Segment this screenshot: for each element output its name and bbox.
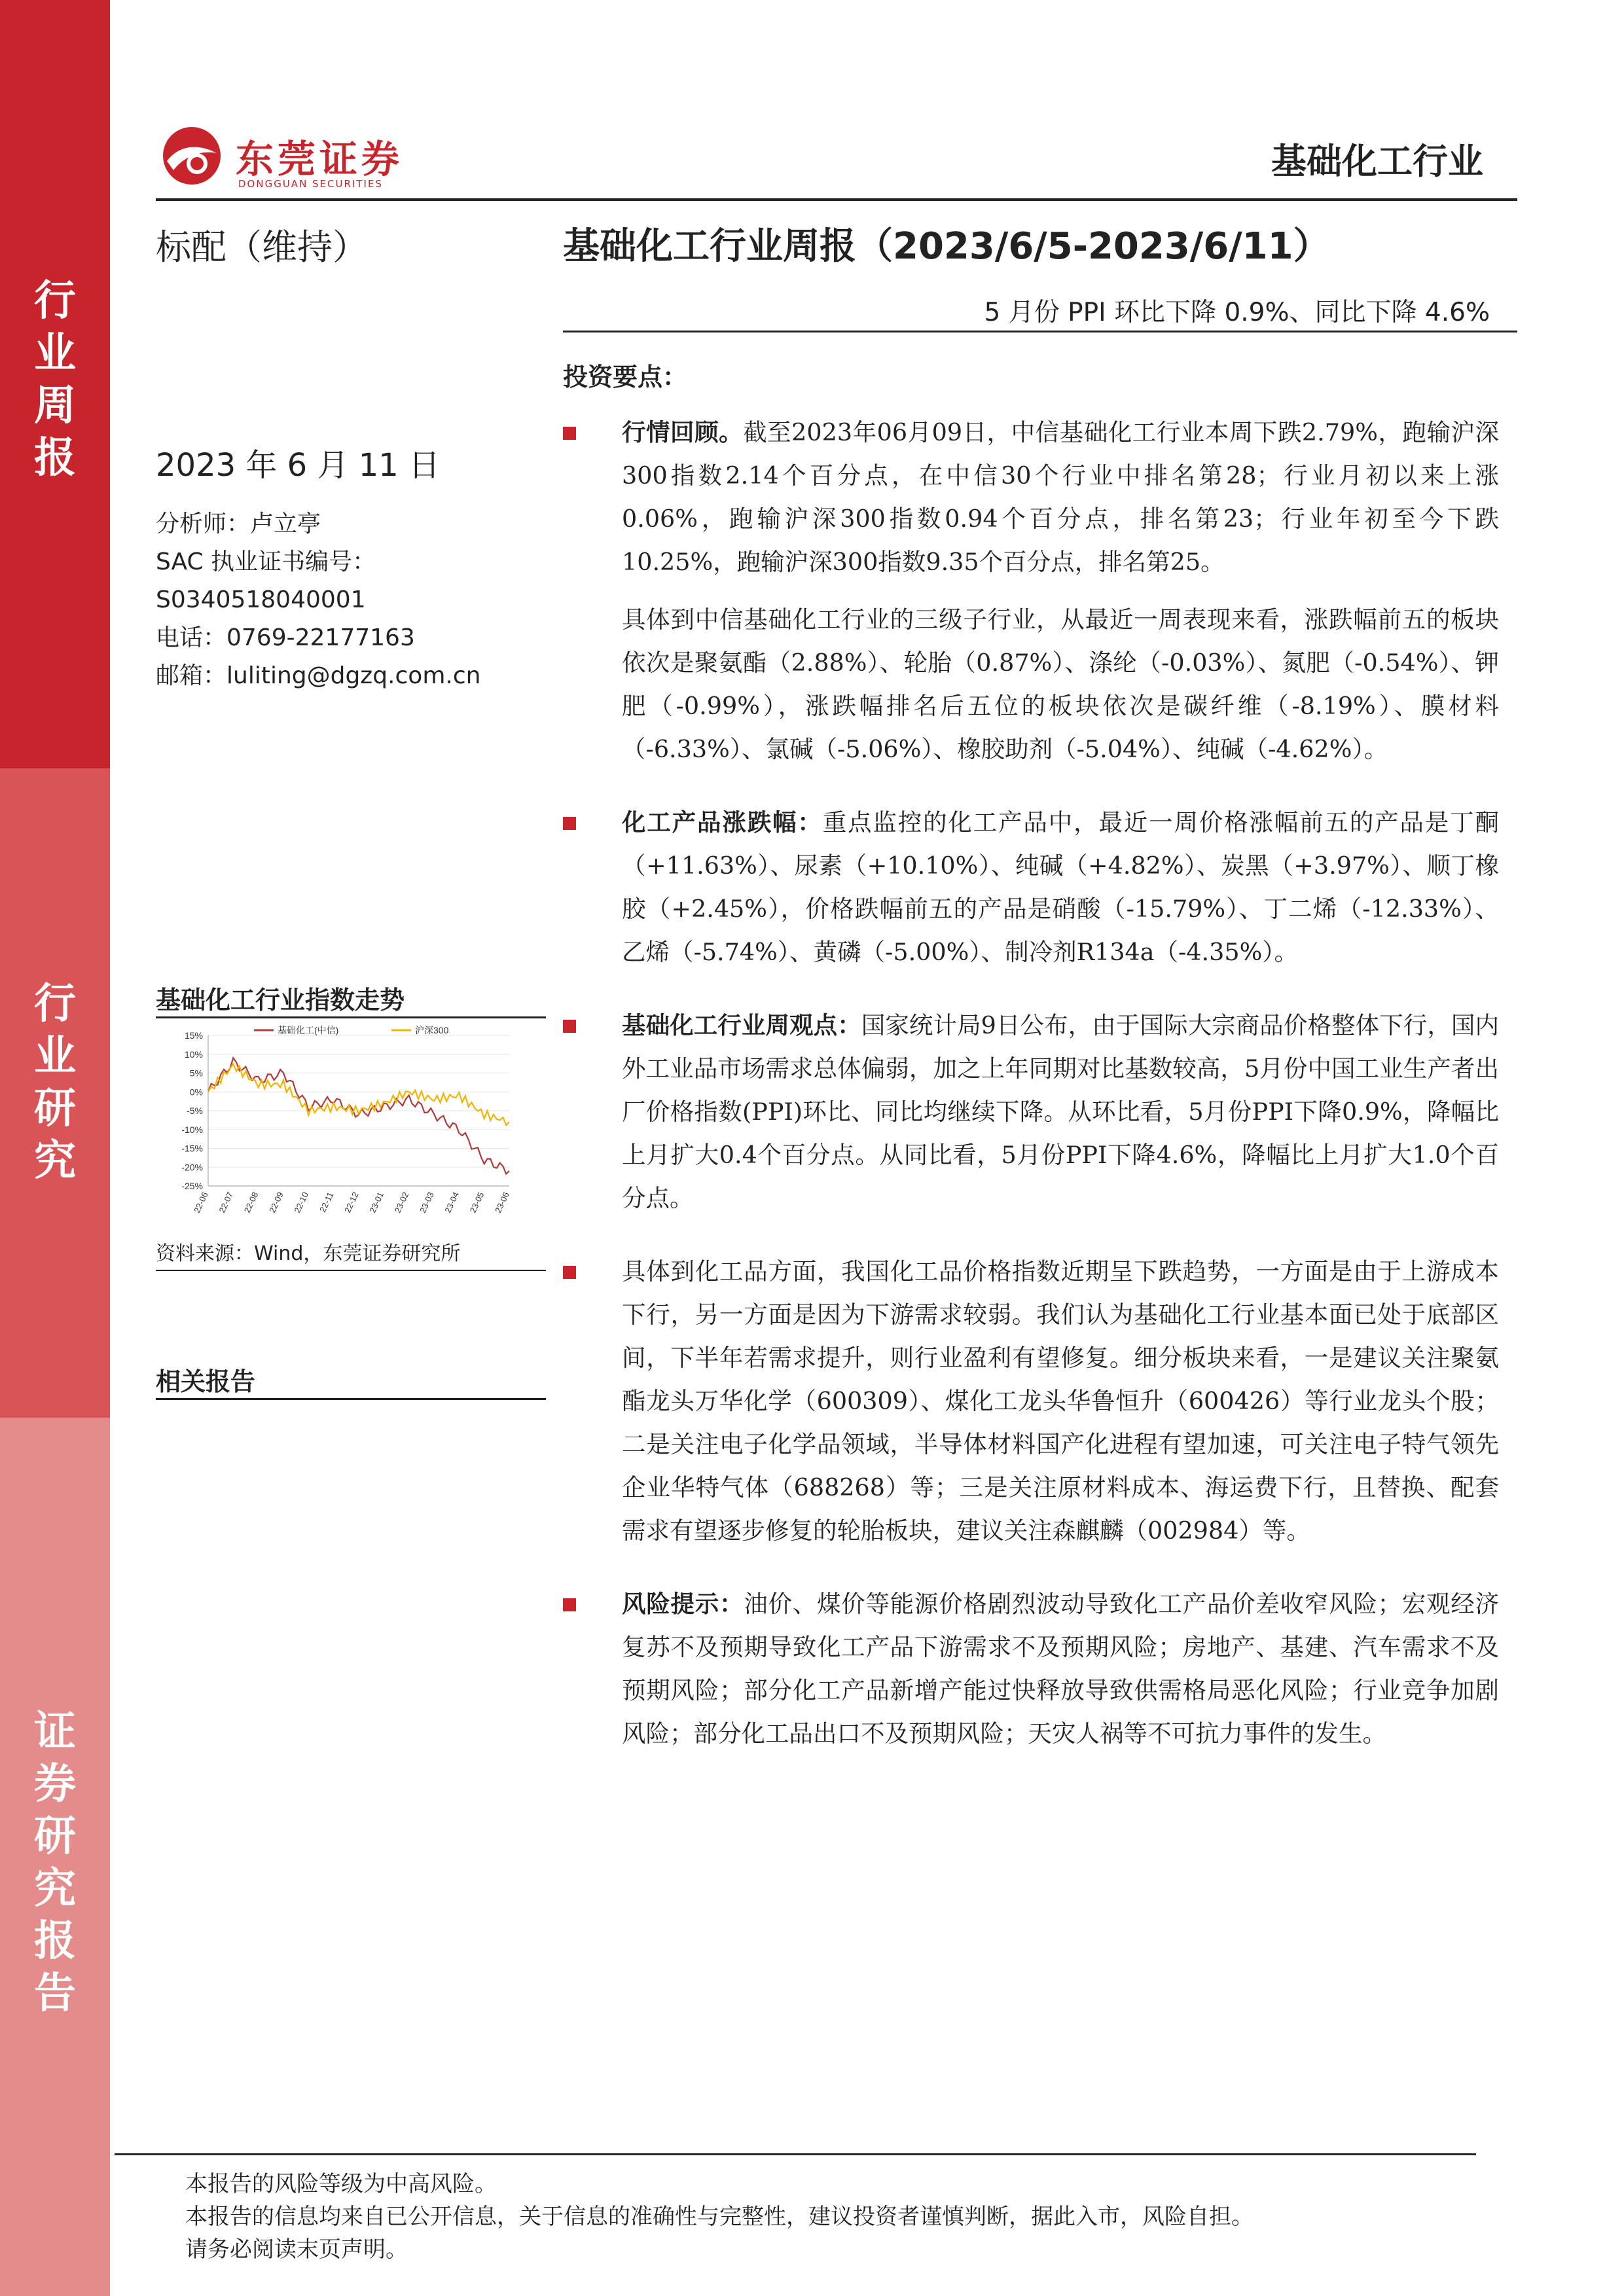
chart-heading: 基础化工行业指数走势	[156, 986, 405, 1014]
paragraph-text: 国家统计局9日公布，由于国际大宗商品价格整体下行，国内外工业品市场需求总体偏弱，加之上年同期对比基数较高，5月份中国工业生产者出厂价格指数(PPI)环比、同比均继续下降。从环比看，5月份PPI下降0.9%，降幅比上月扩大0.4个百分点。从同比看，5月份PPI下降4.6%，降幅比上月扩大1.0个百分点。	[622, 1011, 1500, 1212]
sidebar-label-report: 证 券 研 究 报 告	[34, 1708, 76, 2018]
paragraph-recommendations	[563, 1250, 1499, 1552]
industry-tag: 基础化工行业	[1271, 141, 1483, 182]
x-tick-label: 23-03	[418, 1190, 436, 1215]
x-tick-label: 23-02	[392, 1190, 411, 1215]
paragraph-product-prices	[563, 801, 1499, 974]
paragraph-subsector	[563, 598, 1499, 771]
report-title: 基础化工行业周报（2023/6/5-2023/6/11）	[563, 225, 1330, 268]
analyst-phone: 电话：0769-22177163	[156, 624, 415, 651]
y-tick-label: 5%	[189, 1067, 203, 1079]
paragraph-weekly-view	[563, 1004, 1499, 1220]
footer-line-info: 本报告的信息均来自已公开信息，关于信息的准确性与完整性，建议投资者谨慎判断，据此入市，风险自担。	[185, 2204, 1254, 2230]
related-reports-divider	[156, 1398, 546, 1400]
y-tick-label: -25%	[181, 1181, 203, 1191]
sidebar-section-research	[0, 768, 110, 1418]
key-points-body	[563, 411, 1499, 1755]
analyst-name: 分析师：卢立亭	[156, 511, 321, 537]
x-tick-label: 22-10	[292, 1190, 311, 1215]
footer-line-notice: 请务必阅读末页声明。	[185, 2236, 408, 2263]
analyst-info	[156, 505, 549, 695]
bullet-icon	[563, 1598, 576, 1611]
header-divider	[156, 198, 1517, 201]
logo	[160, 124, 223, 190]
x-tick-label: 22-12	[342, 1190, 361, 1215]
logo-text-en: DONGGUAN SECURITIES	[238, 178, 383, 190]
paragraph-text: 截至2023年06月09日，中信基础化工行业本周下跌2.79%，跑输沪深300指数2.14个百分点，在中信30个行业中排名第28；行业月初以来上涨0.06%，跑输沪深300指数0.94个百分点，排名第23；行业年初至今下跌10.25%，跑输沪深300指数9.35个百分点，排名第25。	[622, 418, 1499, 576]
sidebar-label-research: 行 业 研 究	[34, 980, 76, 1185]
x-tick-label: 23-06	[493, 1190, 511, 1215]
y-tick-label: 0%	[189, 1086, 203, 1098]
bullet-icon	[563, 427, 576, 440]
paragraph-text: 重点监控的化工产品中，最近一周价格涨幅前五的产品是丁酮（+11.63%）、尿素（+10.10%）、纯碱（+4.82%）、炭黑（+3.97%）、顺丁橡胶（+2.45%），价格跌幅前五的产品是硝酸（-15.79%）、丁二烯（-12.33%）、乙烯（-5.74%）、黄磷（-5.00%）、制冷剂R134a（-4.35%）。	[622, 808, 1500, 966]
paragraph-lead: 行情回顾。	[622, 418, 744, 446]
footer-divider	[115, 2153, 1476, 2155]
chart-source-divider	[156, 1270, 546, 1271]
related-reports-heading: 相关报告	[156, 1367, 256, 1396]
paragraph-lead: 化工产品涨跌幅：	[622, 808, 823, 836]
paragraph-text: 油价、煤价等能源价格剧烈波动导致化工产品价差收窄风险；宏观经济复苏不及预期导致化工产品下游需求不及预期风险；房地产、基建、汽车需求不及预期风险；部分化工产品新增产能过快释放导致供需格局恶化风险；行业竞争加剧风险；部分化工品出口不及预期风险；天灾人祸等不可抗力事件的发生。	[622, 1590, 1500, 1748]
bullet-icon	[563, 1020, 576, 1033]
index-trend-chart	[156, 1022, 522, 1245]
x-tick-label: 22-07	[217, 1190, 236, 1215]
logo-mark-icon	[160, 124, 223, 187]
x-tick-label: 23-05	[467, 1190, 486, 1215]
chart-heading-divider	[156, 1016, 546, 1018]
x-tick-label: 23-01	[367, 1190, 386, 1215]
series-line-0	[208, 1058, 509, 1174]
y-tick-label: -15%	[181, 1143, 203, 1154]
paragraph-market-review	[563, 411, 1499, 584]
index-trend-chart-svg	[156, 1022, 522, 1245]
footer-disclaimer	[185, 2168, 1254, 2266]
sac-number: S0340518040001	[156, 586, 366, 613]
y-tick-label: 15%	[184, 1030, 203, 1041]
x-tick-label: 22-06	[192, 1190, 210, 1215]
sidebar-section-report	[0, 1418, 110, 2296]
key-points-heading: 投资要点：	[563, 363, 688, 391]
y-tick-label: 10%	[184, 1049, 203, 1060]
analyst-email: 邮箱：luliting@dgzq.com.cn	[156, 662, 481, 689]
title-divider	[563, 331, 1517, 332]
legend-label-1: 沪深300	[415, 1025, 449, 1035]
x-tick-label: 22-11	[317, 1190, 336, 1214]
x-tick-label: 23-04	[442, 1190, 461, 1215]
sac-label: SAC 执业证书编号：	[156, 548, 376, 575]
logo-text-cn: 东莞证券	[236, 137, 404, 181]
report-date: 2023 年 6 月 11 日	[156, 447, 441, 484]
paragraph-lead: 风险提示：	[622, 1590, 744, 1618]
x-tick-label: 22-08	[242, 1190, 261, 1215]
bullet-icon	[563, 817, 576, 830]
paragraph-lead: 基础化工行业周观点：	[622, 1011, 861, 1039]
footer-line-risk: 本报告的风险等级为中高风险。	[185, 2171, 497, 2197]
legend-label-0: 基础化工(中信)	[278, 1025, 339, 1035]
report-subtitle: 5 月份 PPI 环比下降 0.9%、同比下降 4.6%	[984, 298, 1490, 327]
y-tick-label: -20%	[181, 1162, 203, 1173]
x-tick-label: 22-09	[267, 1190, 285, 1215]
paragraph-text: 具体到中信基础化工行业的三级子行业，从最近一周表现来看，涨跌幅前五的板块依次是聚氨酯（2.88%）、轮胎（0.87%）、涤纶（-0.03%）、氮肥（-0.54%）、钾肥（-0.99%），涨跌幅排名后五位的板块依次是碳纤维（-8.19%）、膜材料（-6.33%）、氯碱（-5.06%）、橡胶助剂（-5.04%）、纯碱（-4.62%）。	[622, 605, 1499, 763]
sidebar-label-weekly: 行 业 周 报	[34, 277, 76, 482]
sidebar-section-weekly	[0, 0, 110, 768]
rating: 标配（维持）	[156, 226, 368, 268]
chart-source: 资料来源：Wind，东莞证券研究所	[156, 1242, 461, 1265]
y-tick-label: -5%	[187, 1105, 203, 1116]
bullet-icon	[563, 1266, 576, 1279]
y-tick-label: -10%	[181, 1124, 203, 1135]
paragraph-risk	[563, 1583, 1499, 1755]
paragraph-text: 具体到化工品方面，我国化工品价格指数近期呈下跌趋势，一方面是由于上游成本下行，另一方面是因为下游需求较弱。我们认为基础化工行业基本面已处于底部区间，下半年若需求提升，则行业盈利有望修复。细分板块来看，一是建议关注聚氨酯龙头万华化学（600309）、煤化工龙头华鲁恒升（600426）等行业龙头个股；二是关注电子化学品领域，半导体材料国产化进程有望加速，可关注电子特气领先企业华特气体（688268）等；三是关注原材料成本、海运费下行，且替换、配套需求有望逐步修复的轮胎板块，建议关注森麒麟（002984）等。	[622, 1257, 1499, 1545]
